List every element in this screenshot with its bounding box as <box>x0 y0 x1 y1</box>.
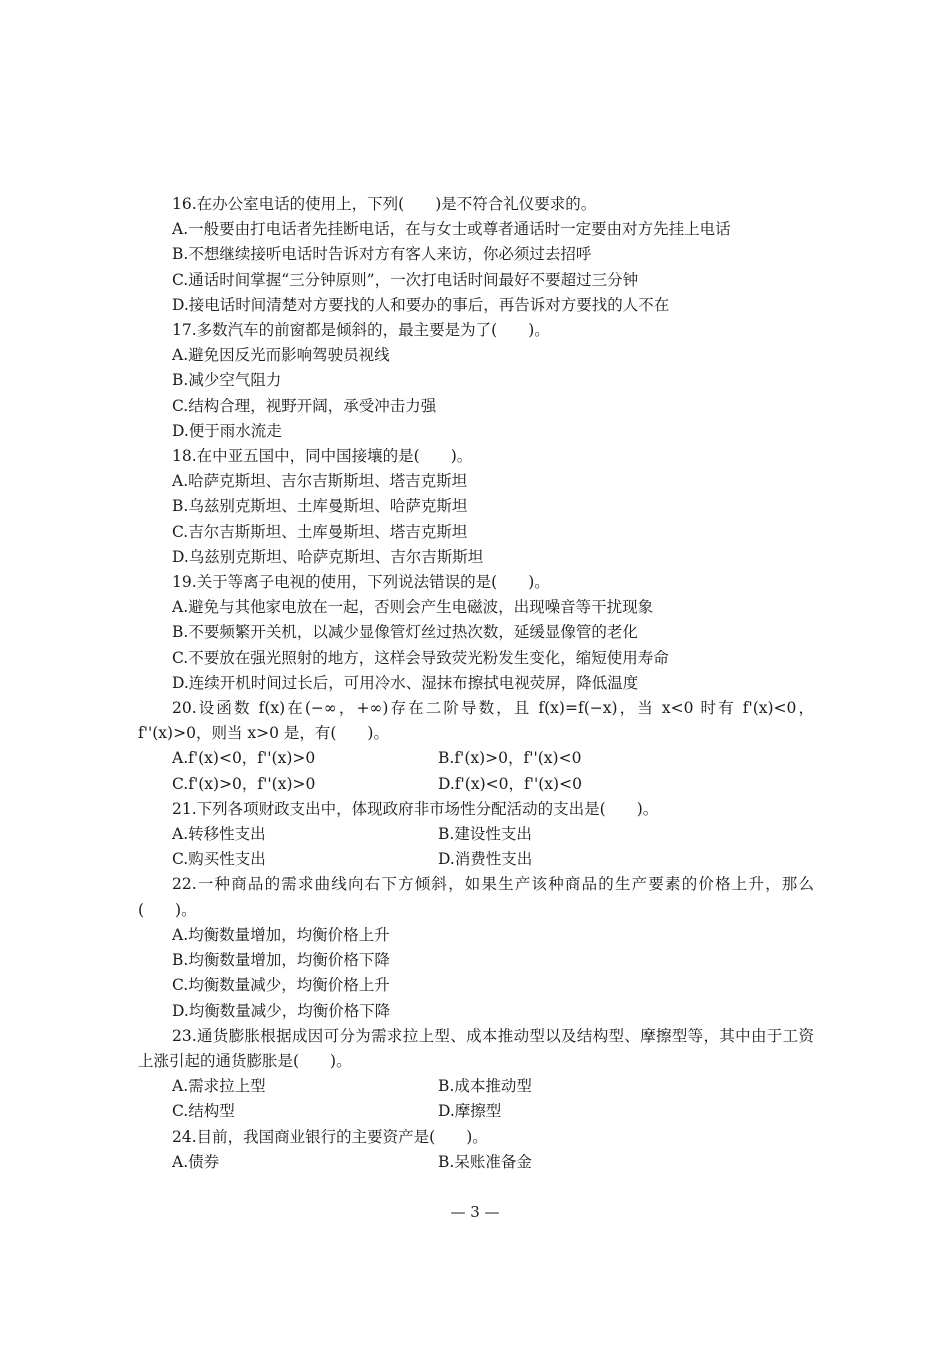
option-17c: C.结构合理，视野开阔，承受冲击力强 <box>172 396 437 415</box>
option-19a: A.避免与其他家电放在一起，否则会产生电磁波，出现噪音等干扰现象 <box>172 598 654 617</box>
option-18d: D.乌兹别克斯坦、哈萨克斯坦、吉尔吉斯斯坦 <box>172 547 484 566</box>
option-21a: A.转移性支出 <box>172 825 266 844</box>
option-23a: A.需求拉上型 <box>172 1077 266 1096</box>
option-20c: C.f'(x)>0，f''(x)>0 <box>172 774 316 793</box>
options-row-20-1 <box>138 746 814 771</box>
option-17b: B.减少空气阻力 <box>172 371 282 390</box>
question-20: 20.设函数 f(x)在(−∞，+∞)存在二阶导数，且 f(x)=f(−x)，当 x<0 时有 f'(x)<0，f''(x)>0，则当 x>0 是，有( )。 <box>138 699 814 743</box>
option-22d: D.均衡数量减少，均衡价格下降 <box>172 1001 391 1020</box>
question-18: 18.在中亚五国中，同中国接壤的是( )。 <box>172 447 473 466</box>
option-16a: A.一般要由打电话者先挂断电话，在与女士或尊者通话时一定要由对方先挂上电话 <box>172 220 731 239</box>
option-24b: B.呆账准备金 <box>438 1152 532 1171</box>
option-20b: B.f'(x)>0，f''(x)<0 <box>438 749 582 768</box>
option-18b: B.乌兹别克斯坦、土库曼斯坦、哈萨克斯坦 <box>172 497 468 516</box>
options-row-20-2 <box>138 772 814 797</box>
option-22b: B.均衡数量增加，均衡价格下降 <box>172 951 390 970</box>
option-19b: B.不要频繁开关机，以减少显像管灯丝过热次数，延缓显像管的老化 <box>172 623 638 642</box>
option-17d: D.便于雨水流走 <box>172 421 282 440</box>
option-23c: C.结构型 <box>172 1102 235 1121</box>
question-17: 17.多数汽车的前窗都是倾斜的，最主要是为了( )。 <box>172 321 550 340</box>
option-22c: C.均衡数量减少，均衡价格上升 <box>172 976 390 995</box>
option-20a: A.f'(x)<0，f''(x)>0 <box>172 749 316 768</box>
option-21c: C.购买性支出 <box>172 850 266 869</box>
option-21d: D.消费性支出 <box>438 850 533 869</box>
option-20d: D.f'(x)<0，f''(x)<0 <box>438 774 582 793</box>
option-18a: A.哈萨克斯坦、吉尔吉斯斯坦、塔吉克斯坦 <box>172 472 468 491</box>
exam-content <box>138 192 814 1175</box>
question-16: 16.在办公室电话的使用上，下列( )是不符合礼仪要求的。 <box>172 195 597 213</box>
option-17a: A.避免因反光而影响驾驶员视线 <box>172 346 390 365</box>
option-16c: C.通话时间掌握“三分钟原则”，一次打电话时间最好不要超过三分钟 <box>172 270 639 289</box>
option-19c: C.不要放在强光照射的地方，这样会导致荧光粉发生变化，缩短使用寿命 <box>172 648 669 667</box>
option-24a: A.债券 <box>172 1152 220 1171</box>
page-number: — 3 — <box>450 1203 500 1221</box>
option-21b: B.建设性支出 <box>438 825 532 844</box>
question-23: 23.通货膨胀根据成因可分为需求拉上型、成本推动型以及结构型、摩擦型等，其中由于工资上涨引起的通货膨胀是( )。 <box>138 1026 814 1070</box>
question-21: 21.下列各项财政支出中，体现政府非市场性分配活动的支出是( )。 <box>172 799 659 818</box>
options-row-21-2 <box>138 847 814 872</box>
options-row-24-1 <box>138 1150 814 1175</box>
option-19d: D.连续开机时间过长后，可用冷水、湿抹布擦拭电视荧屏，降低温度 <box>172 673 639 692</box>
question-24: 24.目前，我国商业银行的主要资产是( )。 <box>172 1127 488 1146</box>
question-22: 22.一种商品的需求曲线向右下方倾斜，如果生产该种商品的生产要素的价格上升，那么( )。 <box>138 875 814 919</box>
options-row-23-1 <box>138 1074 814 1099</box>
options-row-21-1 <box>138 822 814 847</box>
option-16d: D.接电话时间清楚对方要找的人和要办的事后，再告诉对方要找的人不在 <box>172 295 670 314</box>
option-23b: B.成本推动型 <box>438 1077 532 1096</box>
options-row-23-2 <box>138 1099 814 1124</box>
option-16b: B.不想继续接听电话时告诉对方有客人来访，你必须过去招呼 <box>172 245 592 264</box>
question-19: 19.关于等离子电视的使用，下列说法错误的是( )。 <box>172 573 550 592</box>
option-23d: D.摩擦型 <box>438 1102 502 1121</box>
option-18c: C.吉尔吉斯斯坦、土库曼斯坦、塔吉克斯坦 <box>172 522 468 541</box>
option-22a: A.均衡数量增加，均衡价格上升 <box>172 925 390 944</box>
